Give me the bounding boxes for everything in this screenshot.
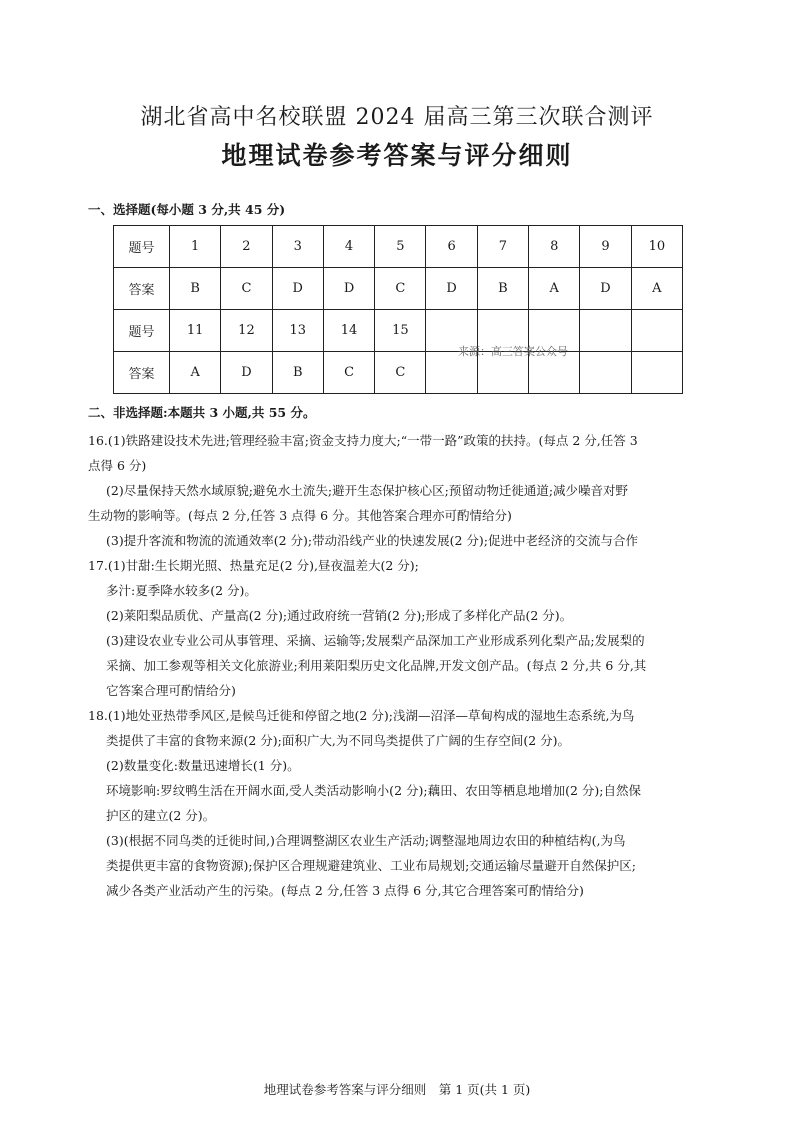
answer-cell: 6 xyxy=(426,226,477,268)
answer-cell: D xyxy=(580,268,631,310)
answer-table-row xyxy=(114,310,683,352)
question-17 xyxy=(88,553,710,703)
answer-cell: D xyxy=(221,352,272,394)
section2-heading: 二、非选择题:本题共 3 小题,共 55 分。 xyxy=(88,405,316,420)
answer-cell: 9 xyxy=(580,226,631,268)
row-label: 题号 xyxy=(114,226,170,268)
row-label: 答案 xyxy=(114,352,170,394)
q17-line: 17.(1)甘甜:生长期光照、热量充足(2 分),昼夜温差大(2 分); xyxy=(88,558,419,573)
document-title: 湖北省高中名校联盟 2024 届高三第三次联合测评 xyxy=(140,105,654,130)
q17-line: (2)莱阳梨品质优、产量高(2 分);通过政府统一营销(2 分);形成了多样化产品(2 分)。 xyxy=(106,608,573,623)
answer-cell: 12 xyxy=(221,310,272,352)
q18-line: 环境影响:罗纹鸭生活在开阔水面,受人类活动影响小(2 分);藕田、农田等栖息地增加(2 分);自然保 xyxy=(106,783,641,798)
answer-content xyxy=(88,428,710,903)
row-label: 答案 xyxy=(114,268,170,310)
answer-cell xyxy=(631,310,682,352)
q16-line: (2)尽量保持天然水域原貌;避免水土流失;避开生态保护核心区;预留动物迁徙通道;减少噪音对野 xyxy=(106,483,629,498)
answer-cell: 13 xyxy=(272,310,323,352)
q16-line: 点得 6 分) xyxy=(88,458,147,473)
q16-line: (3)提升客流和物流的流通效率(2 分);带动沿线产业的快速发展(2 分);促进中老经济的交流与合作 xyxy=(106,533,638,548)
answer-cell: 10 xyxy=(631,226,682,268)
answer-cell xyxy=(631,352,682,394)
answer-cell: C xyxy=(375,352,426,394)
answer-cell: 11 xyxy=(170,310,221,352)
q18-line: 类提供了丰富的食物来源(2 分);面积广大,为不同鸟类提供了广阔的生存空间(2 分)。 xyxy=(106,733,571,748)
answer-cell: D xyxy=(323,268,374,310)
answer-cell: 15 xyxy=(375,310,426,352)
q16-line: 生动物的影响等。(每点 2 分,任答 3 点得 6 分。其他答案合理亦可酌情给分) xyxy=(88,508,512,523)
watermark-text: 来源：高三答案公众号 xyxy=(458,345,568,358)
q18-line: (3)(根据不同鸟类的迁徙时间,)合理调整湖区农业生产活动;调整湿地周边农田的种植结构(,为鸟 xyxy=(106,833,626,848)
answer-cell: 3 xyxy=(272,226,323,268)
row-label: 题号 xyxy=(114,310,170,352)
question-18 xyxy=(88,703,710,903)
answer-cell: 1 xyxy=(170,226,221,268)
answer-cell: C xyxy=(375,268,426,310)
q16-line: 16.(1)铁路建设技术先进;管理经验丰富;资金支持力度大;“一带一路”政策的扶持。(每点 2 分,任答 3 xyxy=(88,433,638,448)
answer-table xyxy=(113,225,683,394)
answer-table-row xyxy=(114,352,683,394)
q18-line: 护区的建立(2 分)。 xyxy=(106,808,216,823)
answer-cell: B xyxy=(272,352,323,394)
answer-cell: 8 xyxy=(529,226,580,268)
answer-cell: A xyxy=(631,268,682,310)
answer-cell: A xyxy=(529,268,580,310)
answer-cell: D xyxy=(426,268,477,310)
answer-cell: C xyxy=(323,352,374,394)
q17-line: 它答案合理可酌情给分) xyxy=(106,683,236,698)
answer-cell xyxy=(580,352,631,394)
page-footer: 地理试卷参考答案与评分细则 第 1 页(共 1 页) xyxy=(263,1082,531,1097)
q18-line: 类提供更丰富的食物资源);保护区合理规避建筑业、工业布局规划;交通运输尽量避开自然保护区; xyxy=(106,858,637,873)
q17-line: 采摘、加工参观等相关文化旅游业;利用莱阳梨历史文化品牌,开发文创产品。(每点 2 分,共 6 分,其 xyxy=(106,658,647,673)
answer-cell: 2 xyxy=(221,226,272,268)
answer-cell: 5 xyxy=(375,226,426,268)
q17-line: 多汁:夏季降水较多(2 分)。 xyxy=(106,583,257,598)
document-subtitle: 地理试卷参考答案与评分细则 xyxy=(221,141,573,170)
q18-line: (2)数量变化:数量迅速增长(1 分)。 xyxy=(106,758,300,773)
question-16 xyxy=(88,428,710,553)
answer-cell: C xyxy=(221,268,272,310)
q18-line: 18.(1)地处亚热带季风区,是候鸟迁徙和停留之地(2 分);浅湖—沼泽—草甸构成的湿地生态系统,为鸟 xyxy=(88,708,635,723)
answer-cell: 4 xyxy=(323,226,374,268)
q18-line: 减少各类产业活动产生的污染。(每点 2 分,任答 3 点得 6 分,其它合理答案可酌情给分) xyxy=(106,883,584,898)
answer-cell xyxy=(580,310,631,352)
answer-table-row xyxy=(114,268,683,310)
answer-cell: A xyxy=(170,352,221,394)
q17-line: (3)建设农业专业公司从事管理、采摘、运输等;发展梨产品深加工产业形成系列化梨产品;发展梨的 xyxy=(106,633,645,648)
answer-cell: D xyxy=(272,268,323,310)
answer-cell: B xyxy=(170,268,221,310)
answer-table-row xyxy=(114,226,683,268)
answer-cell: 14 xyxy=(323,310,374,352)
answer-cell: 7 xyxy=(477,226,528,268)
answer-cell: B xyxy=(477,268,528,310)
section1-heading: 一、选择题(每小题 3 分,共 45 分) xyxy=(88,202,286,217)
